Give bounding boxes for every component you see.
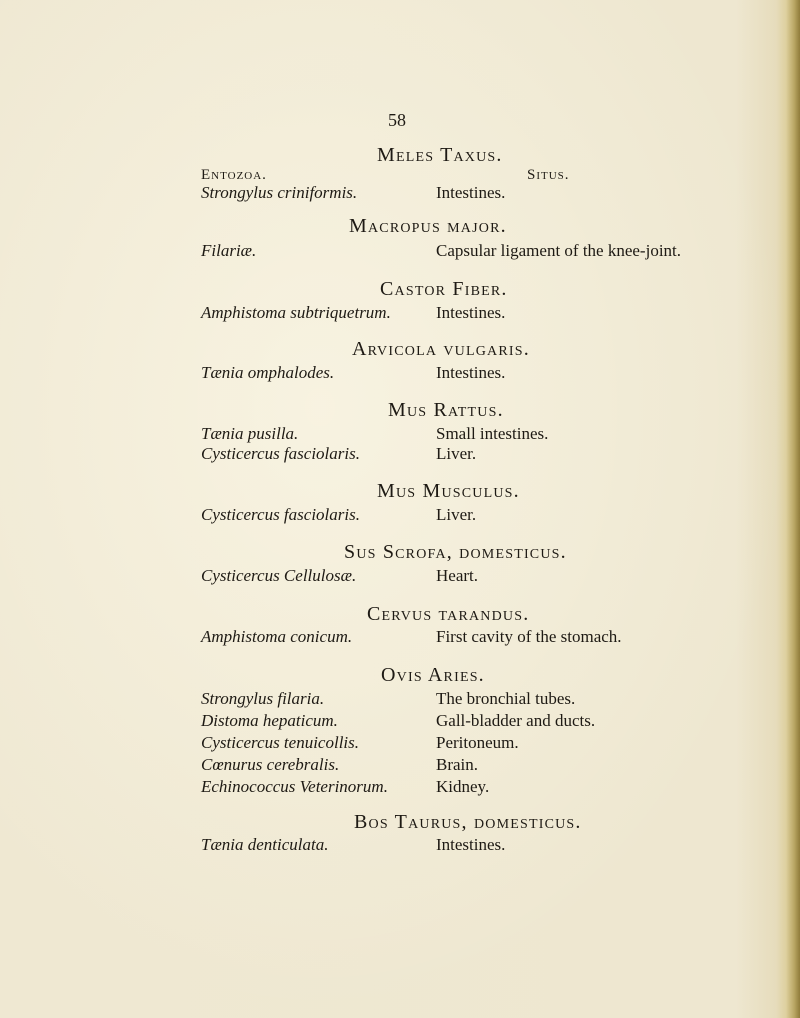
parasite-name: Filariæ. [201,241,257,260]
situs-location: Liver. [436,444,477,463]
page-number: 58 [388,110,406,130]
parasite-name: Amphistoma subtriquetrum. [201,303,391,322]
parasite-name: Echinococcus Veterinorum. [201,777,388,796]
situs-location: Gall-bladder and ducts. [436,711,596,730]
host-heading: Meles Taxus. [377,144,503,166]
host-heading: Sus Scrofa, domesticus. [344,541,567,563]
host-heading: Ovis Aries. [381,664,485,686]
column-label-situs: Situs. [527,167,570,183]
situs-location: Intestines. [436,835,506,854]
situs-location: Small intestines. [436,424,549,443]
situs-location: Liver. [436,505,477,524]
situs-location: Intestines. [436,183,506,202]
column-label-entozoa: Entozoa. [201,167,267,183]
situs-location: Brain. [436,755,479,774]
parasite-name: Cœnurus cerebralis. [201,755,340,774]
parasite-name: Cysticercus fasciolaris. [201,444,360,463]
parasite-name: Strongylus filaria. [201,689,325,708]
parasite-name: Tænia denticulata. [201,835,329,854]
situs-location: First cavity of the stomach. [436,627,622,646]
situs-location: Capsular ligament of the knee-joint. [436,241,682,260]
parasite-name: Cysticercus Cellulosæ. [201,566,357,585]
parasite-name: Strongylus criniformis. [201,183,358,202]
parasite-name: Tænia pusilla. [201,424,299,443]
situs-location: Intestines. [436,303,506,322]
host-heading: Mus Musculus. [377,480,520,502]
page-edge-shadow [786,0,800,1018]
host-heading: Arvicola vulgaris. [352,338,530,360]
situs-location: Kidney. [436,777,490,796]
situs-location: Peritoneum. [436,733,519,752]
host-heading: Bos Taurus, domesticus. [354,811,582,833]
host-heading: Cervus tarandus. [367,603,530,625]
parasite-name: Cysticercus fasciolaris. [201,505,360,524]
host-heading: Castor Fiber. [380,278,508,300]
host-heading: Macropus major. [349,215,507,237]
situs-location: The bronchial tubes. [436,689,576,708]
situs-location: Intestines. [436,363,506,382]
parasite-name: Distoma hepaticum. [201,711,338,730]
parasite-name: Tænia omphalodes. [201,363,335,382]
host-heading: Mus Rattus. [388,399,504,421]
situs-location: Heart. [436,566,479,585]
parasite-name: Cysticercus tenuicollis. [201,733,360,752]
parasite-name: Amphistoma conicum. [201,627,353,646]
